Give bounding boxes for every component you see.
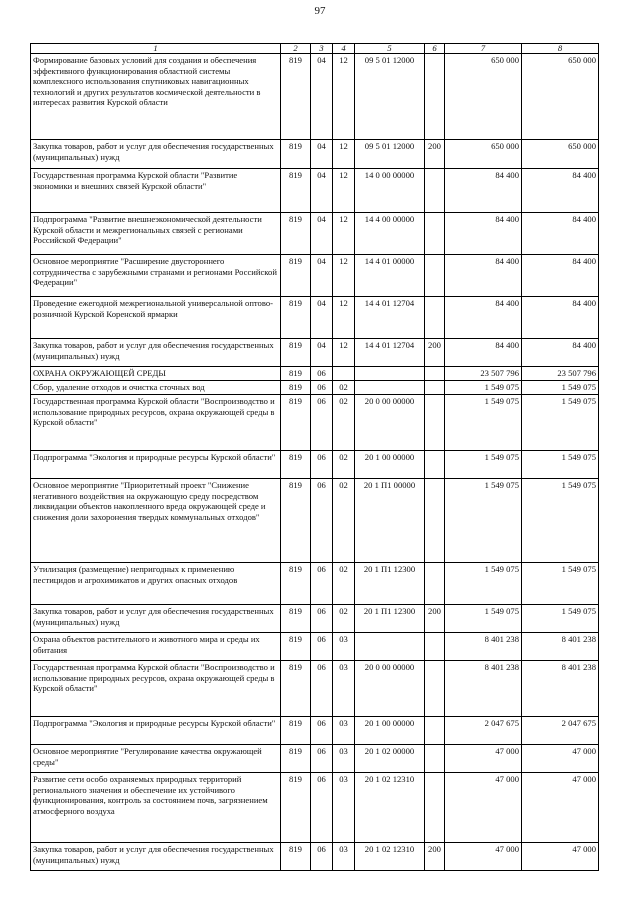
row-ministry: 819 (281, 297, 311, 339)
row-amount-1: 1 549 075 (445, 479, 522, 563)
row-name: Подпрограмма "Экология и природные ресурсы Курской области" (31, 451, 281, 479)
row-target-code: 20 1 П1 12300 (355, 563, 425, 605)
row-amount-1: 47 000 (445, 773, 522, 843)
table-row (31, 451, 599, 479)
table-row (31, 605, 599, 633)
row-subsection: 03 (333, 745, 355, 773)
row-amount-1: 1 549 075 (445, 451, 522, 479)
row-expense-type (425, 479, 445, 563)
table-row (31, 297, 599, 339)
row-target-code: 09 5 01 12000 (355, 140, 425, 169)
row-target-code: 20 1 00 00000 (355, 451, 425, 479)
row-expense-type: 200 (425, 140, 445, 169)
row-section: 04 (311, 255, 333, 297)
row-amount-2: 47 000 (522, 745, 599, 773)
row-section: 04 (311, 297, 333, 339)
table-row (31, 661, 599, 717)
row-amount-2: 84 400 (522, 169, 599, 213)
table-row (31, 140, 599, 169)
row-subsection: 02 (333, 451, 355, 479)
table-row (31, 367, 599, 381)
row-expense-type (425, 381, 445, 395)
row-target-code: 20 1 02 12310 (355, 843, 425, 871)
row-section: 06 (311, 661, 333, 717)
col-header-8: 8 (522, 44, 599, 54)
row-ministry: 819 (281, 339, 311, 367)
row-name: Охрана объектов растительного и животного мира и среды их обитания (31, 633, 281, 661)
row-amount-1: 1 549 075 (445, 395, 522, 451)
row-ministry: 819 (281, 395, 311, 451)
row-expense-type (425, 451, 445, 479)
row-name: Основное мероприятие "Регулирование качества окружающей среды" (31, 745, 281, 773)
row-name: Государственная программа Курской области "Воспроизводство и использование природных ресурсов, охрана окружающей среды в Курской области" (31, 661, 281, 717)
row-subsection: 03 (333, 717, 355, 745)
row-amount-1: 47 000 (445, 843, 522, 871)
row-ministry: 819 (281, 773, 311, 843)
row-name: Утилизация (размещение) непригодных к применению пестицидов и агрохимикатов и других опасных отходов (31, 563, 281, 605)
row-name: Развитие сети особо охраняемых природных территорий регионального значения и обеспечение их устойчивого функционирования, контроль за состоянием почв, загрязнением атмосферного воздуха (31, 773, 281, 843)
row-target-code: 14 4 01 12704 (355, 339, 425, 367)
row-name: Закупка товаров, работ и услуг для обеспечения государственных (муниципальных) нужд (31, 339, 281, 367)
row-target-code: 20 1 00 00000 (355, 717, 425, 745)
row-section: 06 (311, 367, 333, 381)
row-expense-type (425, 297, 445, 339)
row-amount-2: 1 549 075 (522, 605, 599, 633)
row-ministry: 819 (281, 563, 311, 605)
row-ministry: 819 (281, 479, 311, 563)
row-target-code: 14 0 00 00000 (355, 169, 425, 213)
row-amount-1: 1 549 075 (445, 381, 522, 395)
table-row (31, 54, 599, 140)
row-name: Подпрограмма "Развитие внешнеэкономической деятельности Курской области и межрегиональных связей с регионами Российской Федерации" (31, 213, 281, 255)
row-amount-2: 47 000 (522, 773, 599, 843)
row-ministry: 819 (281, 605, 311, 633)
row-ministry: 819 (281, 381, 311, 395)
row-section: 04 (311, 169, 333, 213)
row-section: 04 (311, 54, 333, 140)
table-row (31, 213, 599, 255)
row-section: 06 (311, 843, 333, 871)
row-target-code: 20 1 02 00000 (355, 745, 425, 773)
row-section: 06 (311, 451, 333, 479)
row-ministry: 819 (281, 745, 311, 773)
col-header-6: 6 (425, 44, 445, 54)
row-expense-type (425, 563, 445, 605)
row-subsection: 12 (333, 213, 355, 255)
row-target-code: 20 1 П1 12300 (355, 605, 425, 633)
row-target-code: 20 0 00 00000 (355, 395, 425, 451)
row-subsection: 02 (333, 563, 355, 605)
row-section: 04 (311, 140, 333, 169)
table-row (31, 843, 599, 871)
row-target-code: 20 1 02 12310 (355, 773, 425, 843)
col-header-5: 5 (355, 44, 425, 54)
row-amount-2: 1 549 075 (522, 451, 599, 479)
row-ministry: 819 (281, 633, 311, 661)
row-subsection: 02 (333, 381, 355, 395)
row-name: Государственная программа Курской области "Воспроизводство и использование природных ресурсов, охрана окружающей среды в Курской области" (31, 395, 281, 451)
row-amount-2: 23 507 796 (522, 367, 599, 381)
row-section: 06 (311, 773, 333, 843)
row-subsection: 12 (333, 339, 355, 367)
row-ministry: 819 (281, 661, 311, 717)
row-subsection: 03 (333, 843, 355, 871)
row-name: Государственная программа Курской области "Развитие экономики и внешних связей Курской области" (31, 169, 281, 213)
row-target-code (355, 633, 425, 661)
row-amount-2: 84 400 (522, 255, 599, 297)
row-section: 06 (311, 479, 333, 563)
row-section: 06 (311, 381, 333, 395)
row-ministry: 819 (281, 169, 311, 213)
row-amount-2: 1 549 075 (522, 381, 599, 395)
row-expense-type: 200 (425, 843, 445, 871)
row-ministry: 819 (281, 54, 311, 140)
row-ministry: 819 (281, 367, 311, 381)
row-subsection: 02 (333, 479, 355, 563)
row-amount-2: 8 401 238 (522, 633, 599, 661)
row-ministry: 819 (281, 255, 311, 297)
row-name: Проведение ежегодной межрегиональной универсальной оптово-розничной Курской Коренской ярмарки (31, 297, 281, 339)
row-ministry: 819 (281, 451, 311, 479)
row-name: Подпрограмма "Экология и природные ресурсы Курской области" (31, 717, 281, 745)
row-subsection: 12 (333, 54, 355, 140)
row-subsection: 03 (333, 633, 355, 661)
row-name: ОХРАНА ОКРУЖАЮЩЕЙ СРЕДЫ (31, 367, 281, 381)
row-section: 06 (311, 717, 333, 745)
row-expense-type (425, 54, 445, 140)
row-target-code: 14 4 01 00000 (355, 255, 425, 297)
row-amount-1: 1 549 075 (445, 563, 522, 605)
table-row (31, 717, 599, 745)
row-expense-type: 200 (425, 605, 445, 633)
row-section: 06 (311, 605, 333, 633)
row-amount-2: 1 549 075 (522, 563, 599, 605)
row-amount-1: 23 507 796 (445, 367, 522, 381)
row-expense-type (425, 169, 445, 213)
row-ministry: 819 (281, 717, 311, 745)
row-target-code: 20 1 П1 00000 (355, 479, 425, 563)
row-section: 06 (311, 745, 333, 773)
row-ministry: 819 (281, 213, 311, 255)
row-amount-2: 47 000 (522, 843, 599, 871)
col-header-3: 3 (311, 44, 333, 54)
row-amount-1: 84 400 (445, 255, 522, 297)
row-section: 06 (311, 395, 333, 451)
row-section: 04 (311, 213, 333, 255)
table-row (31, 563, 599, 605)
page-number: 97 (314, 5, 326, 17)
row-amount-2: 84 400 (522, 339, 599, 367)
table-row (31, 339, 599, 367)
table-row (31, 745, 599, 773)
row-amount-1: 84 400 (445, 213, 522, 255)
row-subsection: 12 (333, 140, 355, 169)
row-expense-type (425, 255, 445, 297)
row-amount-2: 1 549 075 (522, 395, 599, 451)
row-name: Формирование базовых условий для создания и обеспечения эффективного функционирования областной системы комплексного использования спутниковых навигационных технологий и других результатов космической деятельности в интересах развития Курской области (31, 54, 281, 140)
row-amount-1: 2 047 675 (445, 717, 522, 745)
table-row (31, 479, 599, 563)
row-expense-type (425, 633, 445, 661)
row-amount-2: 8 401 238 (522, 661, 599, 717)
row-amount-1: 84 400 (445, 339, 522, 367)
row-expense-type (425, 717, 445, 745)
row-section: 04 (311, 339, 333, 367)
row-expense-type (425, 395, 445, 451)
row-expense-type (425, 213, 445, 255)
table-row (31, 773, 599, 843)
row-subsection: 02 (333, 605, 355, 633)
row-amount-1: 84 400 (445, 297, 522, 339)
row-target-code: 14 4 00 00000 (355, 213, 425, 255)
row-name: Сбор, удаление отходов и очистка сточных вод (31, 381, 281, 395)
row-section: 06 (311, 633, 333, 661)
row-subsection: 12 (333, 255, 355, 297)
table-row (31, 395, 599, 451)
row-expense-type (425, 661, 445, 717)
col-header-4: 4 (333, 44, 355, 54)
row-name: Закупка товаров, работ и услуг для обеспечения государственных (муниципальных) нужд (31, 843, 281, 871)
row-expense-type (425, 745, 445, 773)
col-header-1: 1 (31, 44, 281, 54)
table-row (31, 633, 599, 661)
row-amount-2: 650 000 (522, 140, 599, 169)
col-header-2: 2 (281, 44, 311, 54)
row-subsection (333, 367, 355, 381)
row-amount-2: 1 549 075 (522, 479, 599, 563)
row-amount-2: 84 400 (522, 297, 599, 339)
row-name: Основное мероприятие "Расширение двустороннего сотрудничества с зарубежными странами и регионами Российской Федерации" (31, 255, 281, 297)
row-amount-2: 2 047 675 (522, 717, 599, 745)
table-row (31, 169, 599, 213)
row-target-code: 14 4 01 12704 (355, 297, 425, 339)
row-amount-1: 84 400 (445, 169, 522, 213)
row-target-code: 09 5 01 12000 (355, 54, 425, 140)
row-amount-1: 1 549 075 (445, 605, 522, 633)
row-amount-1: 650 000 (445, 54, 522, 140)
row-amount-1: 8 401 238 (445, 661, 522, 717)
row-ministry: 819 (281, 140, 311, 169)
row-expense-type (425, 773, 445, 843)
row-amount-1: 650 000 (445, 140, 522, 169)
row-amount-1: 8 401 238 (445, 633, 522, 661)
row-expense-type: 200 (425, 339, 445, 367)
row-expense-type (425, 367, 445, 381)
budget-table (30, 43, 599, 871)
row-target-code (355, 381, 425, 395)
row-amount-1: 47 000 (445, 745, 522, 773)
row-subsection: 12 (333, 297, 355, 339)
row-subsection: 12 (333, 169, 355, 213)
row-name: Закупка товаров, работ и услуг для обеспечения государственных (муниципальных) нужд (31, 140, 281, 169)
table-row (31, 381, 599, 395)
row-subsection: 02 (333, 395, 355, 451)
table-row (31, 255, 599, 297)
row-target-code (355, 367, 425, 381)
row-subsection: 03 (333, 661, 355, 717)
row-ministry: 819 (281, 843, 311, 871)
row-subsection: 03 (333, 773, 355, 843)
row-target-code: 20 0 00 00000 (355, 661, 425, 717)
col-header-7: 7 (445, 44, 522, 54)
row-amount-2: 84 400 (522, 213, 599, 255)
row-name: Основное мероприятие "Приоритетный проект "Снижение негативного воздействия на окружающую среду посредством ликвидации объектов накопленного вреда окружающей среде и снижения доли захоронения твердых коммунальных отходов" (31, 479, 281, 563)
column-number-row (31, 44, 599, 54)
row-amount-2: 650 000 (522, 54, 599, 140)
row-section: 06 (311, 563, 333, 605)
row-name: Закупка товаров, работ и услуг для обеспечения государственных (муниципальных) нужд (31, 605, 281, 633)
